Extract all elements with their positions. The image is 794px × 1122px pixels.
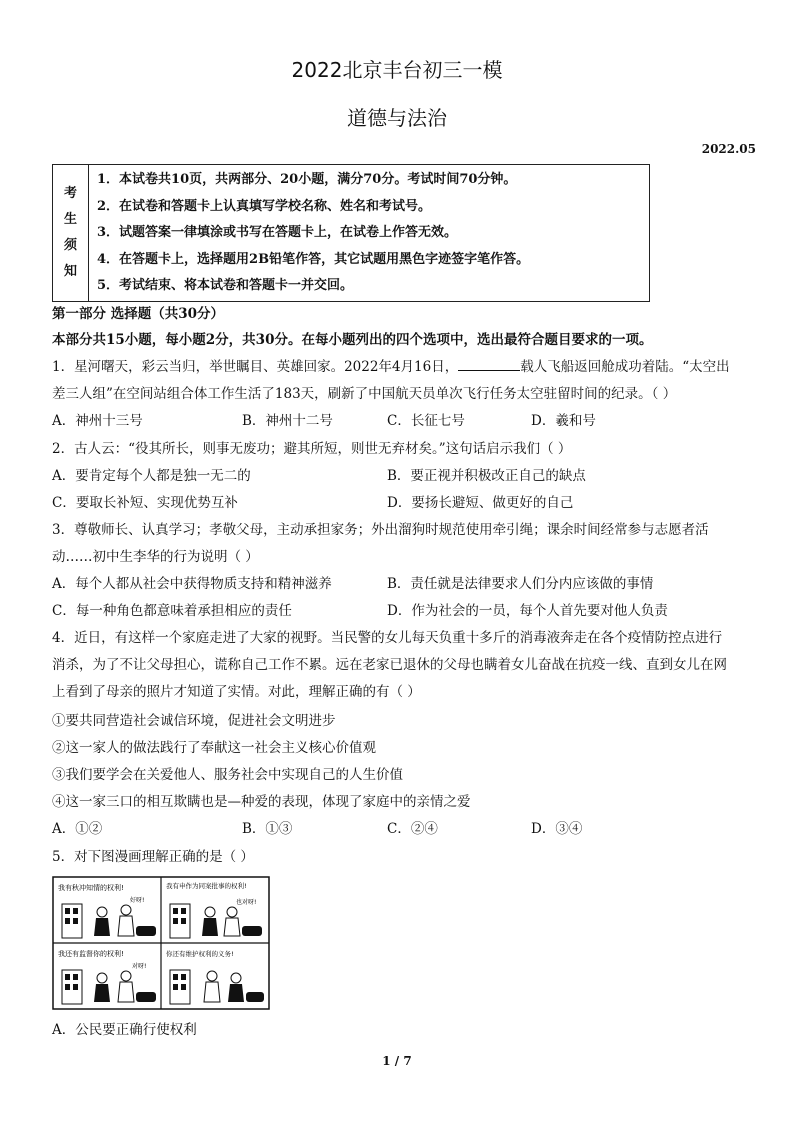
q3-option-a: A．每个人都从社会中获得物质支持和精神滋养	[52, 576, 332, 592]
q2-option-a: A．要肯定每个人都是独一无二的	[52, 468, 251, 484]
notice-label-char: 须	[63, 238, 77, 253]
q1-option-a: A．神州十三号	[52, 413, 143, 429]
q1-text-before: 1．星河曙天，彩云当归，举世瞩目、英雄回家。2022年4月16日，	[52, 359, 459, 375]
comic-caption-1: 我有秋冲知情的权利!	[58, 884, 124, 892]
exam-subject: 道德与法治	[347, 106, 447, 130]
comic-illustration	[52, 876, 270, 1010]
q5-option-a: A．公民要正确行使权利	[52, 1022, 197, 1038]
q2-option-d: D．要扬长避短、做更好的自己	[387, 495, 574, 511]
question-4-line-2: 消杀，为了不让父母担心，谎称自己工作不累。远在老家已退休的父母也瞒着女儿奋战在抗疫一线、直到女儿在网	[52, 657, 727, 673]
q4-statement-3: ③我们要学会在关爱他人、服务社会中实现自己的人生价值	[52, 767, 403, 783]
q1-text-after: 载人飞船返回舱成功着陆。“太空出	[520, 359, 730, 375]
question-2-line-1: 2．古人云：“役其所长，则事无废功；避其所短，则世无弃材矣。”这句话启示我们（ ）	[52, 441, 572, 457]
q3-option-c: C．每一种角色都意味着承担相应的责任	[52, 603, 292, 619]
exam-date: 2022.05	[701, 142, 756, 156]
q4-statement-1: ①要共同营造社会诚信环境，促进社会文明进步	[52, 713, 336, 729]
question-3-line-2: 动……初中生李华的行为说明（ ）	[52, 549, 259, 565]
section-title: 第一部分 选择题（共30分）	[52, 306, 224, 322]
notice-item: 3．试题答案一律填涂或书写在答题卡上，在试卷上作答无效。	[97, 225, 458, 240]
comic-reply-1: 好呀!	[130, 897, 145, 904]
notice-label-char: 生	[63, 212, 77, 227]
notice-item: 2．在试卷和答题卡上认真填写学校名称、姓名和考试号。	[97, 198, 432, 214]
q1-option-b: B．神州十二号	[242, 413, 333, 429]
q2-option-b: B．要正视并积极改正自己的缺点	[387, 468, 586, 484]
comic-reply-3: 对呀!	[132, 963, 147, 970]
question-1-line-2: 差三人组”在空间站组合体工作生活了183天，刷新了中国航天员单次飞行任务太空驻留时间的纪录。（ ）	[52, 386, 677, 402]
q1-option-c: C．长征七号	[387, 413, 465, 429]
notice-list	[97, 169, 529, 302]
notice-label-char: 知	[63, 264, 77, 279]
notice-label-char: 考	[63, 186, 77, 201]
q1-option-d: D．羲和号	[531, 413, 596, 429]
q4-option-b: B．①③	[242, 821, 293, 837]
comic-caption-2: 我有申作为同案批事的权利!	[166, 882, 247, 890]
question-4-line-1: 4．近日，有这样一个家庭走进了大家的视野。当民警的女儿每天负重十多斤的消毒液奔走在各个疫情防控点进行	[52, 630, 723, 646]
notice-item: 1．本试卷共10页，共两部分、20小题，满分70分。考试时间70分钟。	[97, 172, 517, 187]
page-number: 1 / 7	[382, 1054, 412, 1068]
section-instructions: 本部分共15小题，每小题2分，共30分。在每小题列出的四个选项中，选出最符合题目要求的一项。	[52, 332, 653, 348]
q3-option-b: B．责任就是法律要求人们分内应该做的事情	[387, 576, 654, 592]
notice-item: 4．在答题卡上，选择题用2B铅笔作答，其它试题用黑色字迹签字笔作答。	[97, 251, 530, 267]
notice-box	[52, 164, 650, 302]
question-4-line-3: 上看到了母亲的照片才知道了实情。对此，理解正确的有（ ）	[52, 684, 421, 700]
comic-caption-4: 你还有维护权利的义务!	[166, 950, 234, 958]
q4-option-c: C．②④	[387, 821, 438, 837]
question-5-line-1: 5．对下图漫画理解正确的是（ ）	[52, 849, 254, 865]
q4-statement-2: ②这一家人的做法践行了奉献这一社会主义核心价值观	[52, 740, 376, 756]
notice-label	[53, 165, 89, 301]
q2-option-c: C．要取长补短、实现优势互补	[52, 495, 238, 511]
exam-title: 2022北京丰台初三一模	[291, 58, 503, 82]
q4-option-d: D．③④	[531, 821, 583, 837]
question-1-line-1	[52, 358, 730, 376]
q4-option-a: A．①②	[52, 821, 103, 837]
comic-reply-2: 也对呀!	[236, 899, 257, 906]
question-3-line-1: 3．尊敬师长、认真学习；孝敬父母，主动承担家务；外出溜狗时规范使用牵引绳；课余时间经常参与志愿者活	[52, 522, 709, 538]
notice-item: 5．考试结束、将本试卷和答题卡一并交回。	[97, 278, 354, 293]
answer-blank	[458, 358, 520, 371]
q4-statement-4: ④这一家三口的相互欺瞒也是—种爱的表现，体现了家庭中的亲情之爱	[52, 794, 471, 810]
q3-option-d: D．作为社会的一员，每个人首先要对他人负责	[387, 603, 668, 619]
comic-caption-3: 我还有监督你的权利!	[58, 950, 124, 958]
